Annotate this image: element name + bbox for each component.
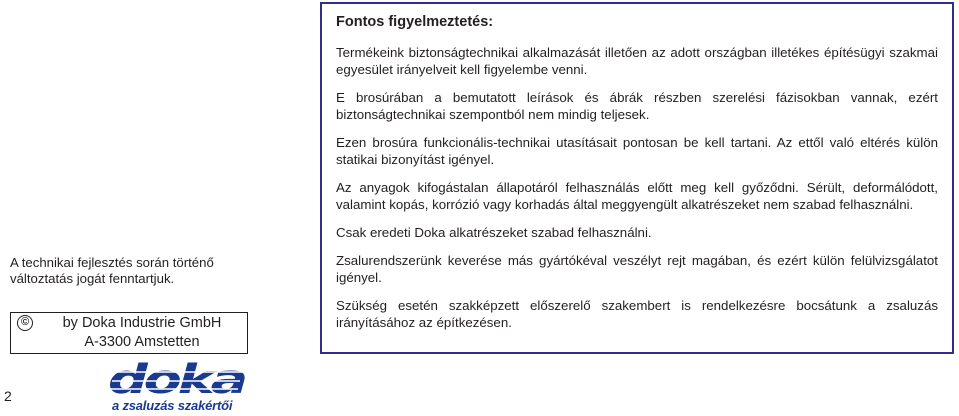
doka-logo — [108, 362, 248, 412]
important-warning-box — [320, 2, 954, 354]
warning-paragraph: Az anyagok kifogástalan állapotáról felhasználás előtt meg kell győződni. Sérült, deformálódott, valamint kopás, korrózió vagy korhadás által meggyengült alkatrészeket nem szabad felhasználni. — [336, 180, 938, 212]
copyright-box — [10, 312, 248, 354]
warning-paragraph: Zsalurendszerünk keverése más gyártókéval veszélyt rejt magában, és ezért külön felülvizsgálatot igényel. — [336, 253, 938, 285]
warning-paragraph: Szükség esetén szakképzett előszerelő szakembert is rendelkezésre bocsátunk a zsaluzás irányításához az építkezésen. — [336, 298, 938, 330]
warning-title: Fontos figyelmeztetés: — [336, 14, 494, 30]
page-number: 2 — [4, 388, 12, 404]
doka-wordmark-text: doka — [108, 362, 246, 398]
left-column — [0, 0, 250, 416]
copyright-line-address: A-3300 Amstetten — [84, 334, 200, 350]
warning-paragraph: Termékeink biztonságtechnikai alkalmazását illetően az adott országban illetékes építésügyi szakmai egyesület irányelveit kell figyelembe venni. — [336, 45, 938, 77]
copyright-icon: © — [17, 315, 33, 331]
disclaimer-text: A technikai fejlesztés során történő változtatás jogát fenntartjuk. — [10, 255, 214, 286]
warning-paragraph: Ezen brosúra funkcionális-technikai utasításait pontosan be kell tartani. Az ettől való eltérés külön statikai bizonyítást igényel. — [336, 135, 938, 167]
copyright-line-company: by Doka Industrie GmbH — [62, 315, 222, 331]
doka-wordmark-icon — [108, 362, 246, 398]
warning-paragraph: Csak eredeti Doka alkatrészeket szabad felhasználni. — [336, 225, 652, 240]
warning-paragraph: E brosúrában a bemutatott leírások és ábrák részben szerelési fázisokban vannak, ezért biztonságtechnikai szempontból nem mindig teljesek. — [336, 90, 938, 122]
doka-tagline: a zsaluzás szakértői — [112, 398, 233, 413]
